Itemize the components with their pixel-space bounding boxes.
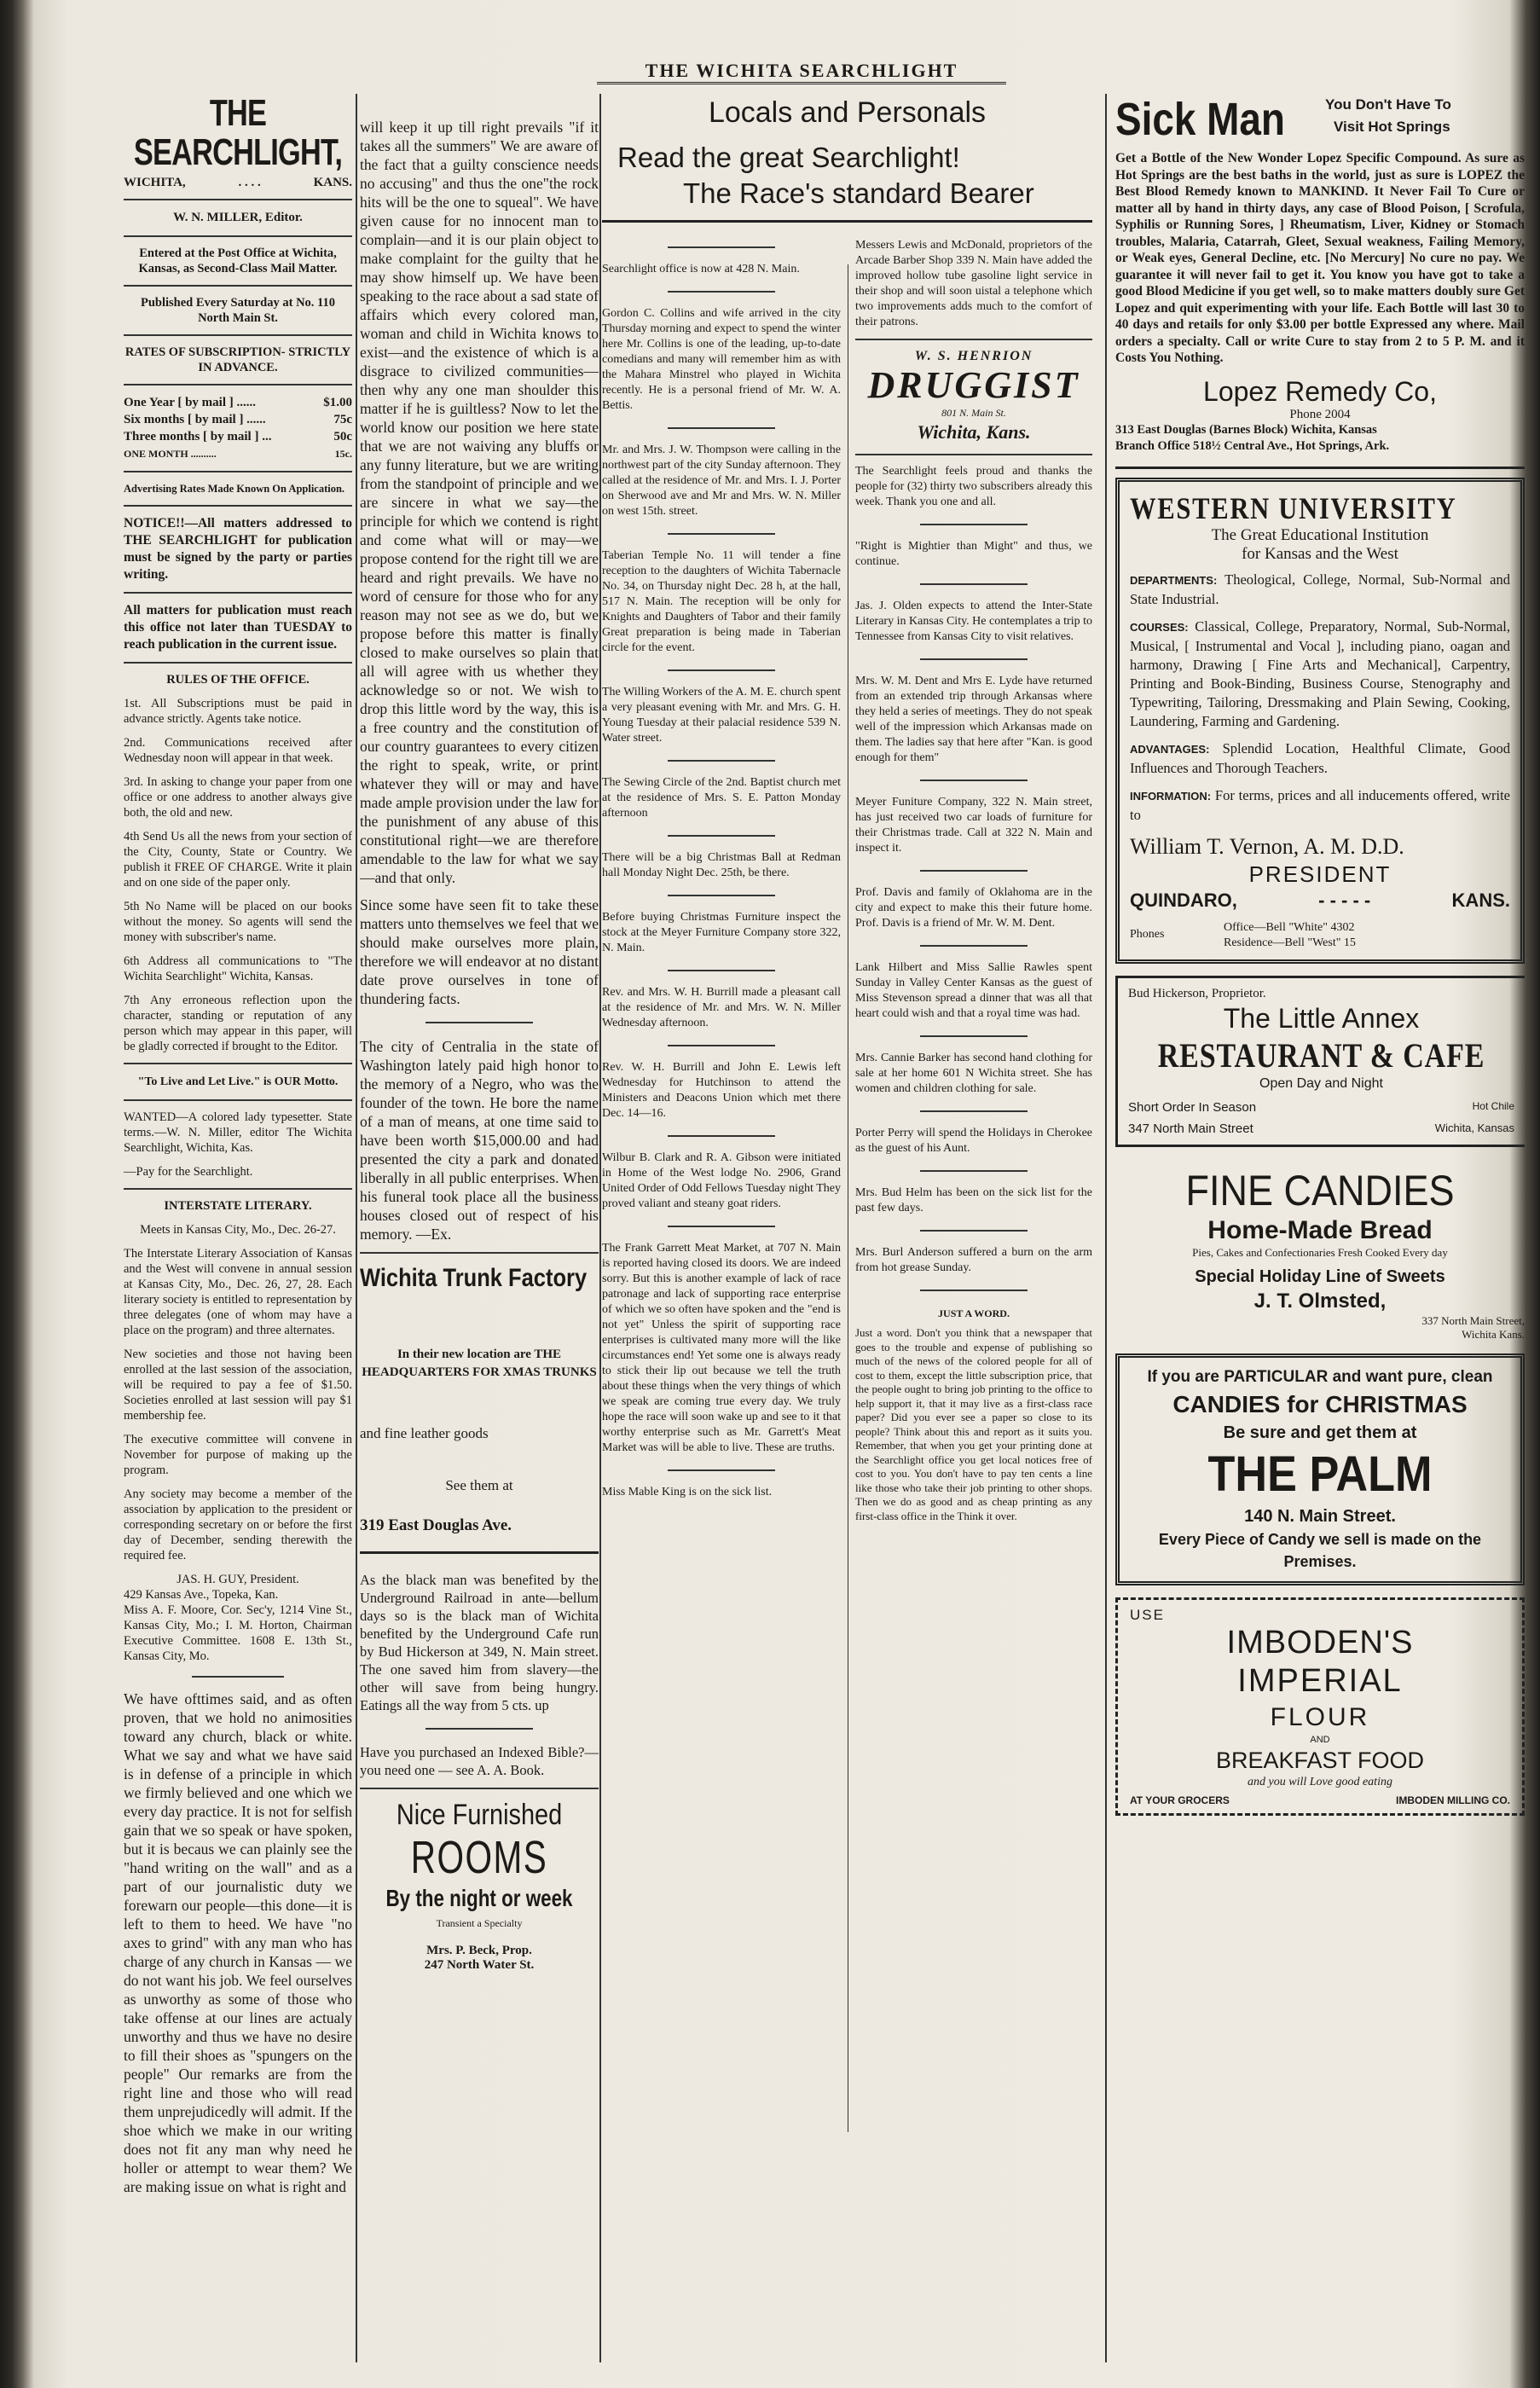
rooms-title: ROOMS xyxy=(410,1832,548,1883)
masthead-state: KANS. xyxy=(313,176,352,189)
literary-para: New societies and those not having been enrolled at the last session of the association, will be required to pay a fee of $1.50. Societies enrolled at last session will pay $1 membership fee. xyxy=(124,1348,352,1423)
masthead-place: WICHITA, xyxy=(124,176,186,189)
druggist-city: Wichita, Kans. xyxy=(917,421,1031,443)
literary-sign: 429 Kansas Ave., Topeka, Kan. xyxy=(124,1588,279,1602)
imboden-ad xyxy=(1115,1597,1525,1816)
imboden-and: AND xyxy=(1310,1734,1330,1745)
palm-line: Every Piece of Candy we sell is made on the Premises. xyxy=(1158,1530,1482,1570)
column-rule xyxy=(1105,94,1107,2362)
local-item: Messers Lewis and McDonald, proprietors of the Arcade Barber Shop 339 N. Main have added the improved hollow tube gasoline light service in their shop and will soon uistal a telephone which two improvements adds much to the comfort of their patrons. xyxy=(855,239,1092,328)
local-item: Rev. and Mrs. W. H. Burrill made a pleasant call at the residence of Mr. and Mrs. W. N. Miller Wednesday afternoon. xyxy=(602,986,841,1029)
candies-city: Wichita Kans. xyxy=(1462,1327,1525,1341)
imboden-love: and you will Love good eating xyxy=(1248,1775,1392,1788)
column-2 xyxy=(360,118,599,1973)
literary-heading: INTERSTATE LITERARY. xyxy=(164,1199,312,1213)
advertising-notice: Advertising Rates Made Known On Application. xyxy=(124,483,345,495)
local-item: Taberian Temple No. 11 will tender a fine reception to the daughters of Wichita Tabernacle No. 34, on Thursday night Dec. 28 h, at the hall, 517 N. Main. The reception will be only for Knights and Daughters of Tabor and their family Great preparation is being made in Taberian circle for the event. xyxy=(602,549,841,654)
rate-row: ONE MONTH .......... 15c. xyxy=(124,448,352,460)
palm-line: If you are PARTICULAR and want pure, clean xyxy=(1147,1367,1493,1386)
local-item: The Willing Workers of the A. M. E. church spent a very pleasant evening with Mr. and Mrs. G. H. Young Tuesday at their palacial residence 539 N. Water street. xyxy=(602,686,841,745)
local-item: "Right is Mightier than Might" and thus, we continue. xyxy=(855,540,1092,568)
imboden-bf: BREAKFAST FOOD xyxy=(1215,1747,1425,1773)
western-info: INFORMATION: For terms, prices and all inducements offered, write to xyxy=(1130,786,1510,823)
deadline-text: All matters for publication must reach this office not later than TUESDAY to reach publication in the current issue. xyxy=(124,603,352,652)
imboden-use: USE xyxy=(1130,1606,1165,1623)
candies-bread: Home-Made Bread xyxy=(1207,1215,1433,1244)
literary-article xyxy=(124,1222,352,1664)
literary-para: The executive committee will convene in November for purpose of making up the program. xyxy=(124,1433,352,1477)
druggist-ad xyxy=(855,349,1092,445)
palm-title: THE PALM xyxy=(1207,1446,1433,1502)
western-dept: DEPARTMENTS: Theological, College, Normal, Sub-Normal and State Industrial. xyxy=(1130,571,1510,607)
lopez-addr: 313 East Douglas (Barnes Block) Wichita, Kansas xyxy=(1115,422,1377,437)
rule-item: 5th No Name will be placed on our books without the money. So agents will send the money with subscriber's name. xyxy=(124,900,352,944)
palm-line: CANDIES for CHRISTMAS xyxy=(1172,1390,1468,1417)
annex-prop: Bud Hickerson, Proprietor. xyxy=(1128,986,1266,1000)
candies-pies: Pies, Cakes and Confectionaries Fresh Cooked Every day xyxy=(1192,1245,1448,1259)
local-item: Meyer Funiture Company, 322 N. Main street, has just received two car loads of furniture for their Christmas trade. Call at 322 N. Main and inspect it. xyxy=(855,796,1092,855)
sick-man-body: Get a Bottle of the New Wonder Lopez Specific Compound. As sure as Hot Springs are the best baths in the world, just as sure is LOPEZ the Best Blood Remedy known to MANKIND. It Never Fail To Cure or matter all by hand in thirty days, any case of Blood Poison, [ Scrofula, Syphilis or Running Sores, ] Rheumatism, Liver, Kidney or Stomach troubles, Malaria, Catarrah, Gleet, Sexual weakness, Failing Memory, or Weak eyes, General Decline, etc. [No Mercury] No cure no pay. We guarantee it will never fail to get it. You know you have got to take a good Blood Medicine if you get well, so to make matters doubly sure Get Lopez and quit experimenting with your life. Each Bottle will last 30 to 40 days and retails for only $3.00 per bottle Expressed any where. Mail orders a specialty. Call or write Cure to stay from 2 to 5 P. M. and it Costs You Nothing. xyxy=(1115,151,1525,365)
centralia-article: The city of Centralia in the state of Washington lately paid high honor to the memory of a Negro, who was the founder of the town. He bore the name of a man of means, at one time said to have been worth $15,000.00 and had presented the city a park and donated liberally in all public enterprises. When his funeral took place all the business houses closed out of respect of his memory. —Ex. xyxy=(360,1038,599,1243)
candies-name: J. T. Olmsted, xyxy=(1253,1289,1387,1313)
rooms-ad xyxy=(360,1798,599,1973)
underground-cafe-item: As the black man was benefited by the Underground Railroad in ante—bellum days so is the black man of Wichita benefited by the Underground Cafe run by Bud Hickerson at 349, N. Main street. The one saved him from slavery—the other will save from being hungry. Eatings all the way from 5 cts. up xyxy=(360,1572,599,1713)
locals-slogan-1: Read the great Searchlight! xyxy=(617,142,960,173)
running-head: THE WICHITA SEARCHLIGHT xyxy=(597,60,1006,84)
local-item: Jas. J. Olden expects to attend the Inter-State Literary in Kansas City. He contemplates a trip to Tennessee from Kansas City to visit relatives. xyxy=(855,600,1092,643)
literary-sign: JAS. H. GUY, President. xyxy=(177,1573,299,1586)
imboden-flour: FLOUR xyxy=(1270,1702,1370,1731)
locals-left xyxy=(602,231,841,1532)
trunk-title: Wichita Trunk Factory xyxy=(360,1264,588,1292)
rooms-prop: Mrs. P. Beck, Prop. xyxy=(426,1944,532,1957)
fine-candies-ad xyxy=(1115,1159,1525,1353)
masthead-dots: . . . . xyxy=(238,176,261,189)
column-rule xyxy=(356,94,357,2362)
local-item: Mrs. Burl Anderson suffered a burn on the arm from hot grease Sunday. xyxy=(855,1246,1092,1274)
candies-addr: 337 North Main Street, xyxy=(1421,1313,1525,1327)
notice-text: NOTICE!!—All matters addressed to THE SEARCHLIGHT for publication must be signed by the party or parties writing. xyxy=(124,516,352,582)
rooms-addr: 247 North Water St. xyxy=(424,1958,535,1972)
lopez-company: Lopez Remedy Co, xyxy=(1203,375,1437,407)
rate-row: One Year [ by mail ] ...... $1.00 xyxy=(124,396,352,409)
the-palm-ad xyxy=(1115,1353,1525,1585)
local-item: Porter Perry will spend the Holidays in Cherokee as the guest of his Aunt. xyxy=(855,1127,1092,1155)
rule-item: 4th Send Us all the news from your section of the City, County, State or Country. We publish it FREE OF CHARGE. Write it plain and on one side of the paper only. xyxy=(124,830,352,890)
local-item: Searchlight office is now at 428 N. Main. xyxy=(602,263,800,275)
local-item: Lank Hilbert and Miss Sallie Rawles spent Sunday in Valley Center Kansas as the guest of Miss Stevenson spread a dinner that was all that heart could wish and that a royal time was had. xyxy=(855,961,1092,1020)
literary-para: The Interstate Literary Association of Kansas and the West will convene in annual session at Kansas City, Mo., Dec. 26, 27, 28. Each literary society is entitled to representation by three delegates (one of whom may have a place on the program) and three alternates. xyxy=(124,1247,352,1337)
candies-special: Special Holiday Line of Sweets xyxy=(1195,1266,1445,1286)
lopez-addr: Branch Office 518½ Central Ave., Hot Springs, Ark. xyxy=(1115,438,1390,453)
locals-heading: Locals and Personals xyxy=(708,96,987,129)
rule-item: 6th Address all communications to "The Wichita Searchlight" Wichita, Kansas. xyxy=(124,954,352,983)
wanted-ad: WANTED—A colored lady typesetter. State terms.—W. N. Miller, editor The Wichita Searchlight, Wichita, Kas. xyxy=(124,1110,352,1155)
druggist-name: W. S. HENRION xyxy=(914,349,1033,363)
rooms-small: Transient a Specialty xyxy=(436,1917,523,1929)
local-item: There will be a big Christmas Ball at Redman hall Monday Night Dec. 25th, be there. xyxy=(602,851,841,879)
rules-list xyxy=(124,696,352,1054)
rule-item: 7th Any erroneous reflection upon the character, standing or reputation of any person which may appear in this paper, will be gladly corrected if brought to the Editor. xyxy=(124,994,352,1053)
annex-open: Open Day and Night xyxy=(1259,1075,1383,1091)
motto: "To Live and Let Live." is OUR Motto. xyxy=(137,1075,339,1088)
local-item: The Searchlight feels proud and thanks the people for (32) thirty two subscribers already this week. Thank you one and all. xyxy=(855,465,1092,508)
rule-item: 3rd. In asking to change your paper from one office or one address to another always give both, the old and new. xyxy=(124,775,352,820)
trunk-line: In their new location are THE HEADQUARTERS FOR XMAS TRUNKS xyxy=(362,1348,597,1379)
literary-subhead: Meets in Kansas City, Mo., Dec. 26-27. xyxy=(140,1223,336,1237)
western-phones: Phones Office—Bell "White" 4302 Residence—Bell "West" 15 xyxy=(1130,920,1356,949)
column-1 xyxy=(124,94,352,2205)
local-item: The Frank Garrett Meat Market, at 707 N. Main is reported having closed its doors. We are indeed sorry. But this is another example of lack of race patronage and lack of supporting race enterprise of which we so often have spoken and the "end is not yet" Unless the spirit of supporting race enterprises is cultivated many more will the like circumstances end! Yet some one is always ready to stick their lip out because we tell the truth about these things when the very things of which we speak are coming true every day. We truly hope the race will soon wake up and see to it that worthy enterprise such as Mr. Garrett's Meat Market was will be able to live. These are truths. xyxy=(602,1242,841,1454)
editorial-part-2: will keep it up till right prevails "if it takes all the summers" We are aware of the fact that a guilty conscience needs no accusing" and thus the one"the rock hits will be the one to squeal". We have given cause for no innocent man to complain—and it is our plain object to make complaint for the guilty that he may show himself up. We have been speaking to the race about a sad state of affairs which every colored man, woman and child in Wichita knows to exist—and the existence of which is a disgrace to civilized communities—then why any one man shoulder this matter if he is guiltless? Now to let the world know our position we here state that we are not waiving any bluffs or any funny literature, but we are writing from the standpoint of principle and we are sincere in what we say—the principle for which we contend is right and come what will or may—we propose contend for the right till we are heard and right prevails. We have no word of censure for those who for any reason may not see as we do, but we propose before this matter is finally closed to make ourselves so plain that all will agree with us whether they acknowledge so or not. We wish to drop this little word by the way, this is a free country and the constitution of our country guarantees to every citizen the right to speak, write, or print whatever they will or may and have made ample provision under the law for the punishment of any abuse of this constitutional right—we are therefore amendable to the law for what we say—and that only. xyxy=(360,119,599,886)
local-item: Gordon C. Collins and wife arrived in the city Thursday morning and expect to spend the winter here Mr. Collins is one of the leading, up-to-date comedians and many will remember him as with the Mahara Minstrel who played in Wichita recently. He is a personal friend of Mr. W. A. Bettis. xyxy=(602,307,841,412)
western-president: PRESIDENT xyxy=(1248,861,1392,887)
local-item: The Sewing Circle of the 2nd. Baptist church met at the residence of Mrs. S. E. Patton Monday afternoon xyxy=(602,776,841,820)
local-item: Mr. and Mrs. J. W. Thompson were calling in the northwest part of the city Sunday afternoon. They called at the residence of Mr. and Mrs. I. J. Porter on Sherwood ave and Mr and Mrs. W. N. Miller on west 15th. street. xyxy=(602,443,841,518)
candies-title: FINE CANDIES xyxy=(1185,1166,1455,1214)
trunk-factory-ad xyxy=(360,1262,599,1554)
sick-man-aside: You Don't Have To Visit Hot Springs xyxy=(1325,96,1451,135)
literary-sign: Miss A. F. Moore, Cor. Sec'y, 1214 Vine St., Kansas City, Mo.; I. M. Horton, Chairman Executive Committee. 1608 E. 13th St., Kansas City, Mo. xyxy=(124,1603,352,1663)
rooms-line: By the night or week xyxy=(385,1885,573,1911)
trunk-line: See them at xyxy=(445,1477,513,1493)
sick-man-ad xyxy=(1115,94,1525,455)
rates-table xyxy=(124,394,352,462)
western-sub: for Kansas and the West xyxy=(1242,544,1398,563)
little-annex-ad xyxy=(1115,976,1525,1147)
sick-man-title: Sick Man xyxy=(1115,94,1285,145)
palm-line: Be sure and get them at xyxy=(1223,1423,1417,1442)
imboden-name: IMBODEN'S xyxy=(1226,1624,1414,1661)
local-item: Before buying Christmas Furniture inspect the stock at the Meyer Furniture Company store 322, N. Main. xyxy=(602,911,841,954)
annex-name: The Little Annex xyxy=(1223,1002,1420,1034)
just-a-word-text: Just a word. Don't you think that a newspaper that goes to the trouble and expense of publishing so much of the news of the colored people for all of cost to them, except the little subscription price, that the people ought to bring job printing to the office to help support it, that it may live as a first-class race paper? Did you ever see a paper so close to its people? Think about this and report as it suits you. Remember, that when you get your printing done at the Searchlight office you get local notices free of cost to you. You don't have to pay ten cents a line like those who take their job printing to other shops. Then we do as good and as cheap printing as any first-class office in the Think it over. xyxy=(855,1326,1092,1522)
western-president-name: William T. Vernon, A. M. D.D. xyxy=(1130,833,1404,859)
rate-row: Six months [ by mail ] ...... 75c xyxy=(124,413,352,426)
western-city: QUINDARO, - - - - - KANS. xyxy=(1130,889,1510,911)
rooms-line: Nice Furnished xyxy=(396,1799,563,1831)
western-university-ad xyxy=(1115,478,1525,964)
literary-para: Any society may become a member of the association by application to the president or corresponding secretary on or before the first day of December, sending therewith the required fee. xyxy=(124,1487,352,1562)
local-item: Mrs. Cannie Barker has second hand clothing for sale at her home 601 N Wichita street. She has women and children clothing for sale. xyxy=(855,1052,1092,1095)
imboden-imperial: IMPERIAL xyxy=(1237,1662,1403,1699)
western-courses: COURSES: Classical, College, Preparatory, Normal, Sub-Normal, Musical, [ Instrumental and Vocal ], including piano, oagan and harmony, Drawing [ Fine Arts and Mechanical], Carpentry, Printing and Book-Binding, Business Course, Stenography and Typewriting, Tailoring, Dressmaking and Plain Sewing, Cooking, Laundering, Farming and Gardening. xyxy=(1130,617,1511,729)
palm-addr: 140 N. Main Street. xyxy=(1244,1506,1396,1526)
rule-item: 1st. All Subscriptions must be paid in advance strictly. Agents take notice. xyxy=(124,697,352,726)
trunk-address: 319 East Douglas Ave. xyxy=(360,1516,512,1534)
druggist-word: DRUGGIST xyxy=(867,364,1080,406)
column-rule xyxy=(599,94,601,2362)
western-title: WESTERN UNIVERSITY xyxy=(1130,490,1457,525)
annex-title: RESTAURANT & CAFE xyxy=(1157,1035,1485,1075)
just-a-word-heading: JUST A WORD. xyxy=(938,1307,1010,1319)
column-ads xyxy=(1115,94,1525,1816)
annex-row: 347 North Main Street Wichita, Kansas xyxy=(1128,1121,1514,1136)
local-item: Wilbur B. Clark and R. A. Gibson were initiated in Home of the West lodge No. 2906, Grand United Order of Odd Fellows Tuesday night They proved valiant and steany goat riders. xyxy=(602,1151,841,1210)
imboden-footer: AT YOUR GROCERS IMBODEN MILLING CO. xyxy=(1130,1794,1510,1806)
druggist-addr: 801 N. Main St. xyxy=(941,407,1006,419)
locals-right xyxy=(855,231,1092,1532)
pay-note: —Pay for the Searchlight. xyxy=(124,1165,253,1179)
published-notice: Published Every Saturday at No. 110 North Main St. xyxy=(141,296,335,325)
editorial-part-3: Since some have seen fit to take these matters unto themselves we feel that we should make ourselves more plain, therefore we will endeavor at no distant date prove ourselves in tone of thundering facts. xyxy=(360,896,599,1007)
locals-slogan-2: The Race's standard Bearer xyxy=(683,177,1034,209)
editor-line: W. N. MILLER, Editor. xyxy=(173,211,303,224)
rate-row: Three months [ by mail ] ... 50c xyxy=(124,430,352,443)
western-advantages: ADVANTAGES: Splendid Location, Healthful Climate, Good Influences and Thorough Teachers. xyxy=(1130,739,1511,776)
column-locals xyxy=(602,94,1092,1532)
local-item: Miss Mable King is on the sick list. xyxy=(602,1486,773,1498)
rules-heading: RULES OF THE OFFICE. xyxy=(166,673,310,687)
lopez-phone: Phone 2004 xyxy=(1289,407,1351,421)
rates-heading: RATES OF SUBSCRIPTION- STRICTLY IN ADVANCE. xyxy=(124,345,351,374)
rule-item: 2nd. Communications received after Wednesday noon will appear in that week. xyxy=(124,736,352,765)
annex-row: Short Order In Season Hot Chile xyxy=(1128,1099,1514,1115)
entered-notice: Entered at the Post Office at Wichita, Kansas, as Second-Class Mail Matter. xyxy=(138,246,338,275)
local-item: Prof. Davis and family of Oklahoma are in the city and expect to make this their future home. Prof. Davis is a friend of Mr. W. M. Dent. xyxy=(855,886,1092,930)
local-item: Mrs. W. M. Dent and Mrs E. Lyde have returned from an extended trip through Arkansas where they held a series of meetings. They do not speak well of the impression which Arkansas made on them. The ladies say that here after "Kan. is good enough for them" xyxy=(855,675,1092,764)
bible-item: Have you purchased an Indexed Bible?—you need one — see A. A. Book. xyxy=(360,1744,599,1778)
local-item: Rev. W. H. Burrill and John E. Lewis left Wednesday for Hutchinson to attend the Ministers and Deacons Union which met there Dec. 14—16. xyxy=(602,1061,841,1120)
editorial-part-1: We have ofttimes said, and as often proven, that we hold no animosities toward any church, black or white. What we say and what we have said is in defense of a principle in which we firmly believed and one which we every day practice. It is not for selfish gain that we so speak or have spoken, but it is becaus we can plainly see the "hand writing on the wall" and as a part of our journalistic duty we forewarn our people—this done—it is left to them to heed. We have "no axes to grind" with any man who has charge of any church in Kansas — we do not want his job. We feel ourselves as unworthy as some of those who take offense at our lines are actualy unworthy and thus we have no desire to fill their shoes as "spungers on the people" Our remarks are from the right line and those who will read them unprejudicedly will admit. If the shoe which we make in our writing does not fit any man why need he holler or attempt to wear them? We are making issue on what is right and xyxy=(124,1690,352,2195)
masthead-title: THE SEARCHLIGHT, xyxy=(133,94,343,173)
western-sub: The Great Educational Institution xyxy=(1211,525,1429,544)
local-item: Mrs. Bud Helm has been on the sick list for the past few days. xyxy=(855,1186,1092,1214)
trunk-line: and fine leather goods xyxy=(360,1425,489,1441)
